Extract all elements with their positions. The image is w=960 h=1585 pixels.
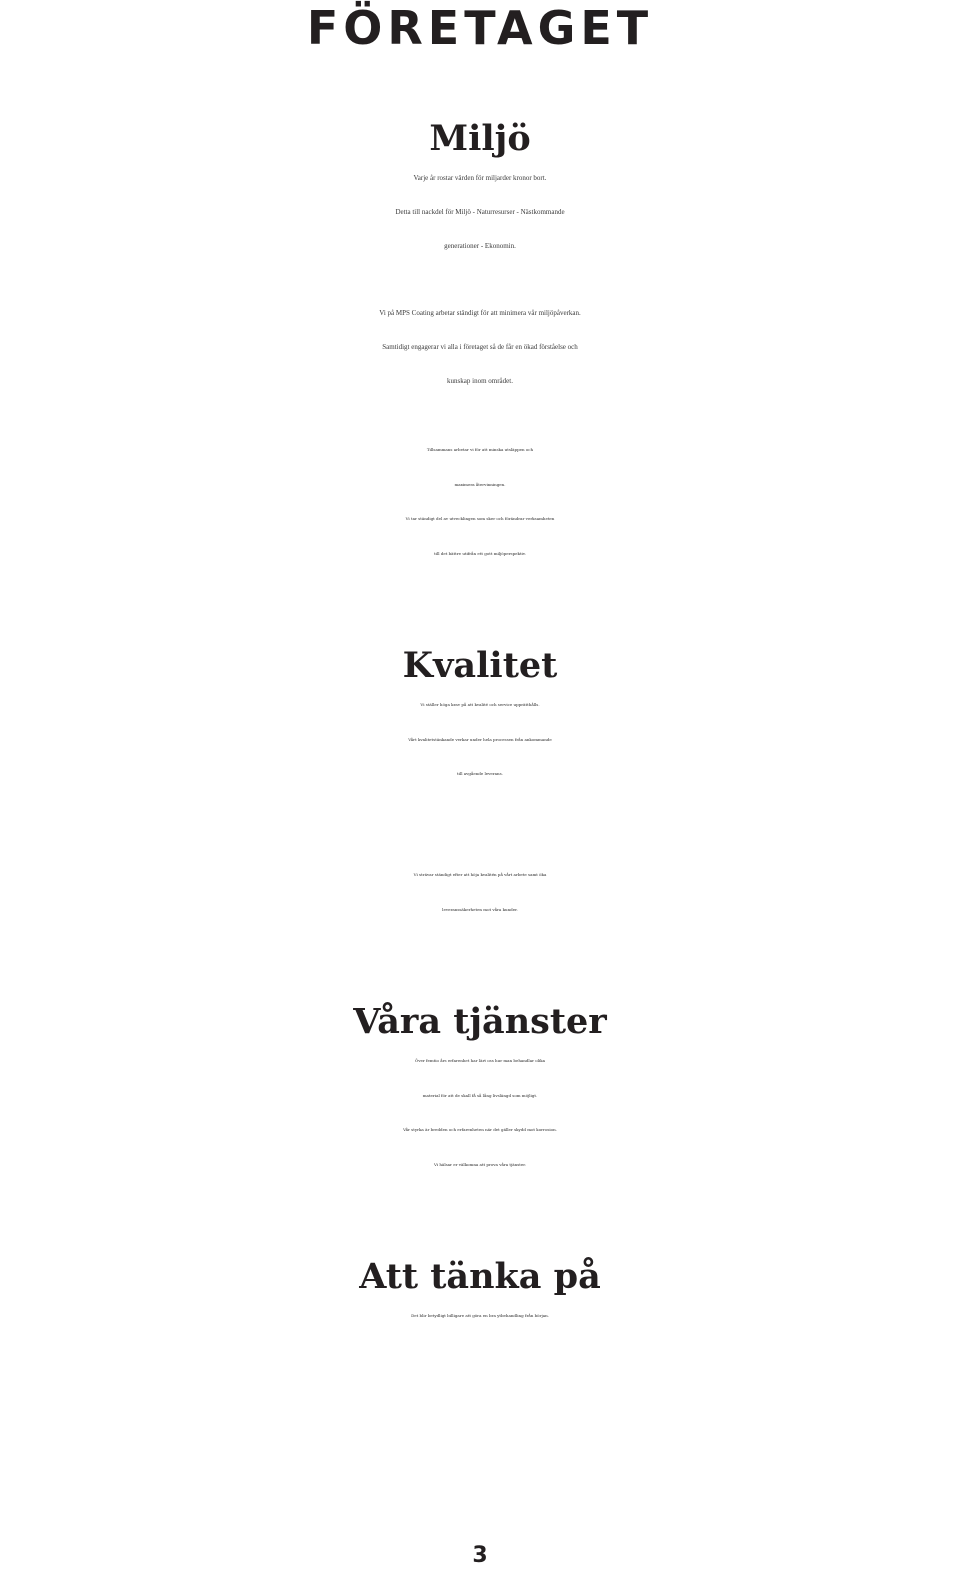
- page-title: FÖRETAGET: [306, 1, 654, 55]
- text-line: Det blir betydligt billigare att göra en bra ytbehandling från början.: [411, 1313, 549, 1318]
- kvalitet-paragraph-1: [0, 688, 960, 792]
- miljo-paragraph-2: [0, 296, 960, 398]
- text-line: Tillsammans arbetar vi för att minska utsläppen och: [426, 447, 534, 452]
- section-heading-vara-tjanster: Våra tjänster: [353, 1001, 607, 1042]
- kvalitet-paragraph-2: [0, 858, 960, 927]
- tjanster-paragraph-1: [0, 1044, 960, 1182]
- section-heading-kvalitet: Kvalitet: [402, 645, 558, 686]
- text-line: kunskap inom området.: [447, 377, 513, 385]
- miljo-paragraph-1: [0, 161, 960, 263]
- text-line: generationer - Ekonomin.: [444, 242, 516, 250]
- text-line: Vi hälsar er välkomna att prova våra tjänster.: [433, 1161, 527, 1167]
- text-line: maximera återvinningen.: [454, 481, 506, 487]
- text-line: Vi på MPS Coating arbetar ständigt för att minimera vår miljöpåverkan.: [379, 309, 581, 317]
- page-number: 3: [472, 1543, 488, 1568]
- tanka-pa-paragraph-1: [0, 1299, 960, 1334]
- text-line: till avgående leverans.: [457, 771, 503, 776]
- text-line: Varje år rostar värden för miljarder kronor bort.: [413, 174, 547, 182]
- section-heading-att-tanka-pa: Att tänka på: [359, 1256, 601, 1297]
- text-line: material för att de skall få så lång livslängd som möjligt.: [422, 1092, 538, 1098]
- text-line: leveranssäkerheten mot våra kunder.: [442, 906, 518, 912]
- text-line: Vårt kvalitetstänkande verkar under hela processen från ankommande: [408, 736, 552, 742]
- miljo-paragraph-3: [0, 433, 960, 571]
- text-line: till det bättre utifrån ett gott miljöperspektiv.: [434, 550, 526, 556]
- text-line: Vår styrka är bredden och erfarenheten när det gäller skydd mot korrosion.: [403, 1127, 557, 1132]
- text-line: Samtidigt engagerar vi alla i företaget så de får en ökad förståelse och: [382, 343, 578, 351]
- section-heading-miljo: Miljö: [429, 118, 531, 159]
- text-line: Vi ställer höga krav på att kvalité och service upprätthålls.: [420, 702, 540, 707]
- text-line: Över femtio års erfarenhet har lärt oss hur man behandlar olika: [414, 1058, 546, 1063]
- text-line: Vi strävar ständigt efter att höja kvalitén på vårt arbete samt öka: [413, 872, 547, 877]
- text-line: Detta till nackdel för Miljö - Naturresurser - Nästkommande: [395, 208, 565, 216]
- text-line: Vi tar ständigt del av utvecklingen som sker och förändrar verksamheten: [405, 516, 555, 521]
